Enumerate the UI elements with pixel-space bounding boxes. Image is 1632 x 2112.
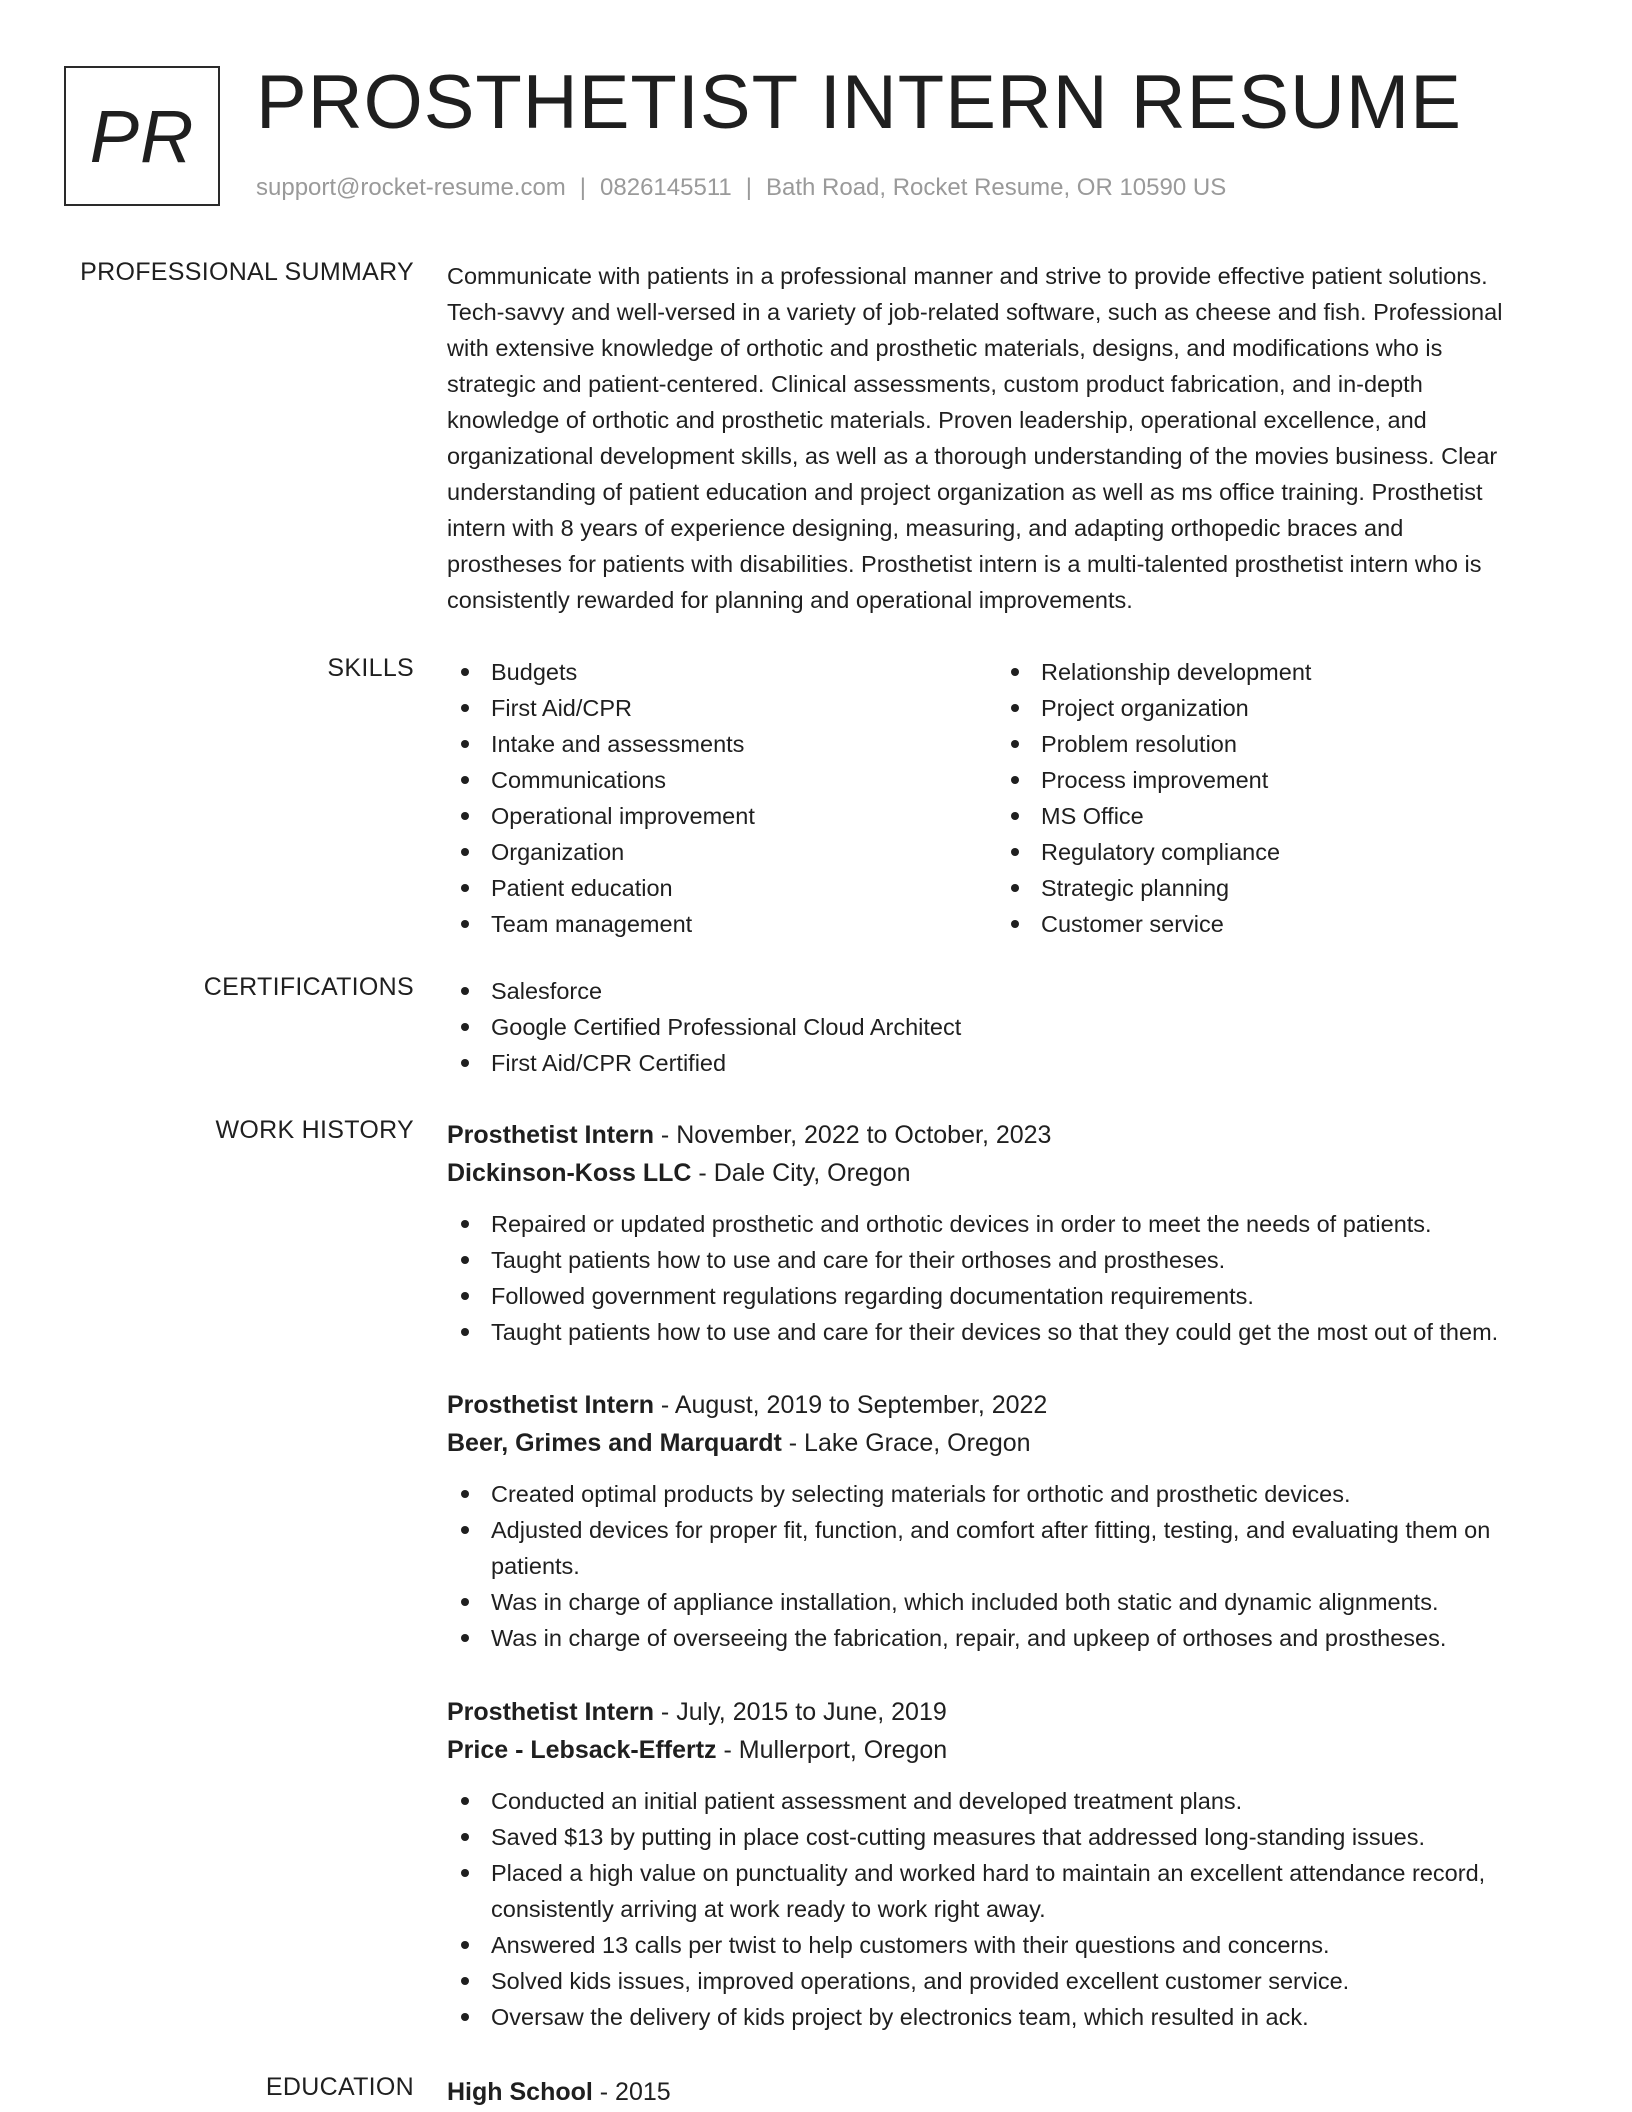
skill-item: Team management (447, 906, 997, 942)
job-company: Price - Lebsack-Effertz (447, 1736, 717, 1764)
job-location: - Lake Grace, Oregon (781, 1429, 1031, 1457)
skill-item: Communications (447, 762, 997, 798)
summary-line: Tech-savvy and well-versed in a variety of job-related software, such as cheese and fish. Professional (447, 299, 1503, 325)
contact-separator: | (579, 174, 587, 201)
monogram-text: PR (89, 94, 195, 178)
job-bullet: Solved kids issues, improved operations, and provided excellent customer service. (447, 1963, 1572, 1999)
summary-line: Communicate with patients in a professional manner and strive to provide effective patient solutions. (447, 263, 1488, 289)
resume-title: PROSTHETIST INTERN RESUME (256, 60, 1462, 145)
skill-item: Customer service (997, 906, 1547, 942)
summary-line: with extensive knowledge of orthotic and prosthetic materials, designs, and modifications who is (447, 335, 1443, 361)
summary-text (447, 258, 1572, 618)
skill-item: Strategic planning (997, 870, 1547, 906)
job-bullet: Followed government regulations regarding documentation requirements. (447, 1278, 1572, 1314)
job-bullet: Repaired or updated prosthetic and orthotic devices in order to meet the needs of patients. (447, 1206, 1572, 1242)
job-bullet: Was in charge of overseeing the fabrication, repair, and upkeep of orthoses and prostheses. (447, 1620, 1572, 1656)
skills-list-left (447, 654, 997, 942)
section-label-education: EDUCATION (265, 2073, 414, 2101)
job-bullet: Created optimal products by selecting materials for orthotic and prosthetic devices. (447, 1476, 1572, 1512)
job-title-line (447, 1116, 1572, 1154)
job-bullet: Adjusted devices for proper fit, function, and comfort after fitting, testing, and evaluating them on patients. (447, 1512, 1572, 1584)
job-title: Prosthetist Intern (447, 1698, 654, 1726)
summary-line: prostheses for patients with disabilities. Prosthetist intern is a multi-talented prosthetist intern who is (447, 551, 1482, 577)
job-bullets (447, 1206, 1572, 1350)
job-bullet: Saved $13 by putting in place cost-cutting measures that addressed long-standing issues. (447, 1819, 1572, 1855)
job-title-line (447, 1386, 1572, 1424)
job-title-line (447, 1693, 1572, 1731)
job-bullet: Placed a high value on punctuality and worked hard to maintain an excellent attendance record, consistently arriving at work ready to work right away. (447, 1855, 1572, 1927)
skill-item: First Aid/CPR (447, 690, 997, 726)
summary-line: strategic and patient-centered. Clinical assessments, custom product fabrication, and in-depth (447, 371, 1423, 397)
job-dates: - November, 2022 to October, 2023 (653, 1121, 1052, 1149)
job-bullet: Taught patients how to use and care for their devices so that they could get the most out of them. (447, 1314, 1572, 1350)
certification-item: Salesforce (447, 973, 1572, 1009)
skill-item: Operational improvement (447, 798, 997, 834)
education-year: - 2015 (592, 2078, 671, 2106)
skills-list-right (997, 654, 1547, 942)
certifications-list (447, 973, 1572, 1081)
job-company: Dickinson-Koss LLC (447, 1159, 692, 1187)
job-location: - Dale City, Oregon (691, 1159, 911, 1187)
skill-item: Relationship development (997, 654, 1547, 690)
contact-phone[interactable]: 0826145511 (600, 174, 732, 201)
section-label-certifications: CERTIFICATIONS (203, 973, 414, 1001)
job-bullet: Oversaw the delivery of kids project by electronics team, which resulted in ack. (447, 1999, 1572, 2035)
skill-item: Organization (447, 834, 997, 870)
skill-item: Patient education (447, 870, 997, 906)
education-degree: High School (447, 2078, 593, 2106)
monogram-logo (64, 66, 220, 206)
job-company: Beer, Grimes and Marquardt (447, 1429, 782, 1457)
job-title: Prosthetist Intern (447, 1391, 654, 1419)
job-company-line (447, 1154, 1572, 1192)
job-bullets (447, 1476, 1572, 1656)
skill-item: Regulatory compliance (997, 834, 1547, 870)
job-bullets (447, 1783, 1572, 2035)
skill-item: Process improvement (997, 762, 1547, 798)
skill-item: Project organization (997, 690, 1547, 726)
contact-email[interactable]: support@rocket-resume.com (256, 174, 566, 201)
job-dates: - July, 2015 to June, 2019 (653, 1698, 947, 1726)
summary-line: knowledge of orthotic and prosthetic materials. Proven leadership, operational excellence, and (447, 407, 1427, 433)
certification-item: Google Certified Professional Cloud Architect (447, 1009, 1572, 1045)
summary-line: intern with 8 years of experience designing, measuring, and adapting orthopedic braces and (447, 515, 1404, 541)
job-title: Prosthetist Intern (447, 1121, 654, 1149)
summary-line: consistently rewarded for planning and operational improvements. (447, 587, 1133, 613)
contact-separator: | (745, 174, 752, 201)
skill-item: Problem resolution (997, 726, 1547, 762)
job-location: - Mullerport, Oregon (716, 1736, 948, 1764)
skill-item: MS Office (997, 798, 1547, 834)
job-bullet: Taught patients how to use and care for their orthoses and prostheses. (447, 1242, 1572, 1278)
certification-item: First Aid/CPR Certified (447, 1045, 1572, 1081)
job-company-line (447, 1731, 1572, 1769)
section-label-work-history: WORK HISTORY (215, 1116, 414, 1144)
job-bullet: Answered 13 calls per twist to help customers with their questions and concerns. (447, 1927, 1572, 1963)
contact-address: Bath Road, Rocket Resume, OR 10590 US (765, 174, 1227, 201)
summary-line: organizational development skills, as well as a thorough understanding of the movies business. Clear (447, 443, 1498, 469)
job-company-line (447, 1424, 1572, 1462)
job-bullet: Was in charge of appliance installation, which included both static and dynamic alignments. (447, 1584, 1572, 1620)
job-bullet: Conducted an initial patient assessment and developed treatment plans. (447, 1783, 1572, 1819)
section-label-skills: SKILLS (327, 654, 414, 682)
skill-item: Budgets (447, 654, 997, 690)
skill-item: Intake and assessments (447, 726, 997, 762)
section-label-summary: PROFESSIONAL SUMMARY (80, 258, 414, 286)
job-dates: - August, 2019 to September, 2022 (653, 1391, 1048, 1419)
contact-line (256, 174, 1226, 202)
education-line (447, 2073, 1572, 2111)
summary-line: understanding of patient education and project organization as well as ms office training. Prosthetist (447, 479, 1483, 505)
